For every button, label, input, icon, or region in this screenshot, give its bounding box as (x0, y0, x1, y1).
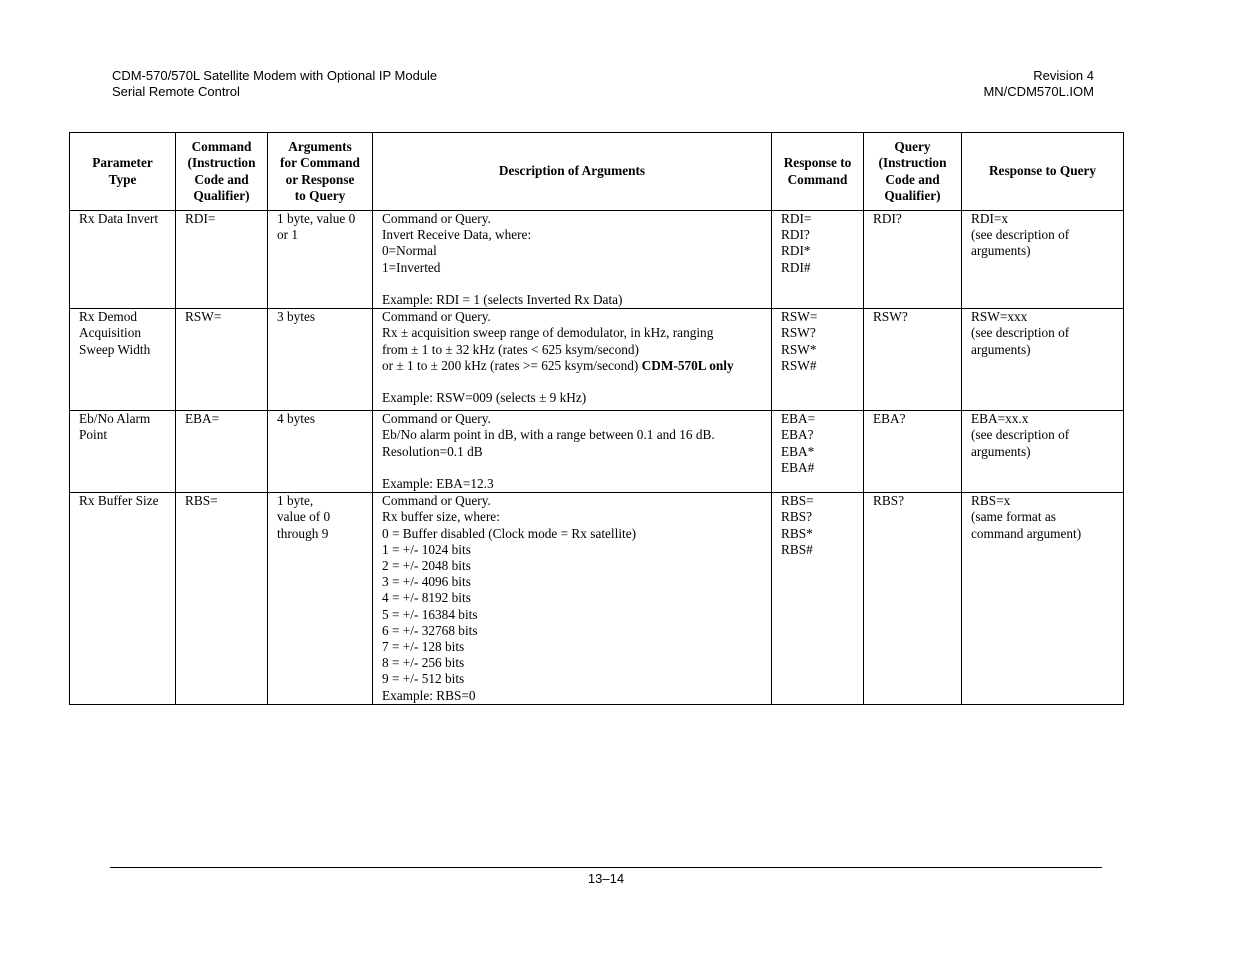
response-to-query-cell: RSW=xxx (see description of arguments) (962, 309, 1124, 411)
arguments-cell: 4 bytes (268, 411, 373, 493)
table-row (70, 211, 1124, 309)
parameter-cell: Rx Buffer Size (70, 493, 176, 705)
response-to-command-cell: RBS= RBS? RBS* RBS# (772, 493, 864, 705)
arguments-cell: 3 bytes (268, 309, 373, 411)
description-cell: Command or Query. Invert Receive Data, where: 0=Normal 1=Inverted Example: RDI = 1 (selects Inverted Rx Data) (373, 211, 772, 309)
parameter-cell: Eb/No Alarm Point (70, 411, 176, 493)
column-header-response-to-query: Response to Query (962, 133, 1124, 211)
response-to-command-cell: RDI= RDI? RDI* RDI# (772, 211, 864, 309)
document-header-right (983, 68, 1094, 100)
command-cell: RDI= (176, 211, 268, 309)
document-number: MN/CDM570L.IOM (983, 84, 1094, 99)
column-header-command: Command (Instruction Code and Qualifier) (176, 133, 268, 211)
command-cell: RSW= (176, 309, 268, 411)
parameter-cell: Rx Demod Acquisition Sweep Width (70, 309, 176, 411)
response-to-command-cell: RSW= RSW? RSW* RSW# (772, 309, 864, 411)
table-header-row (70, 133, 1124, 211)
description-cell: Command or Query. Rx ± acquisition sweep range of demodulator, in kHz, ranging from ± 1 to ± 32 kHz (rates < 625 ksym/second) or ± 1 to ± 200 kHz (rates >= 625 ksym/second) CDM-570L only Example: RSW=009 (selects ± 9 kHz) (373, 309, 772, 411)
table-row (70, 411, 1124, 493)
page-number: 13–14 (587, 871, 625, 886)
description-cell: Command or Query. Eb/No alarm point in dB, with a range between 0.1 and 16 dB. Resolution=0.1 dB Example: EBA=12.3 (373, 411, 772, 493)
section-title: Serial Remote Control (112, 84, 240, 99)
query-cell: EBA? (864, 411, 962, 493)
revision-label: Revision 4 (1033, 68, 1094, 83)
command-cell: RBS= (176, 493, 268, 705)
response-to-query-cell: RDI=x (see description of arguments) (962, 211, 1124, 309)
arguments-cell: 1 byte, value 0 or 1 (268, 211, 373, 309)
query-cell: RDI? (864, 211, 962, 309)
table-row (70, 493, 1124, 705)
footer-divider (110, 867, 1102, 868)
document-header-left (112, 68, 437, 100)
column-header-response-to-command: Response to Command (772, 133, 864, 211)
command-cell: EBA= (176, 411, 268, 493)
arguments-cell: 1 byte, value of 0 through 9 (268, 493, 373, 705)
table-row (70, 309, 1124, 411)
response-to-query-cell: EBA=xx.x (see description of arguments) (962, 411, 1124, 493)
response-to-command-cell: EBA= EBA? EBA* EBA# (772, 411, 864, 493)
column-header-arguments: Arguments for Command or Response to Query (268, 133, 373, 211)
description-cell: Command or Query. Rx buffer size, where: 0 = Buffer disabled (Clock mode = Rx satellite) 1 = +/- 1024 bits 2 = +/- 2048 bits 3 = +/- 4096 bits 4 = +/- 8192 bits 5 = +/- 16384 bits 6 = +/- 32768 bits 7 = +/- 128 bits 8 = +/- 256 bits 9 = +/- 512 bits Example: RBS=0 (373, 493, 772, 705)
model-note: CDM-570L only (641, 357, 734, 373)
query-cell: RSW? (864, 309, 962, 411)
parameter-cell: Rx Data Invert (70, 211, 176, 309)
column-header-description: Description of Arguments (373, 133, 772, 211)
document-title: CDM-570/570L Satellite Modem with Optional IP Module (112, 68, 438, 83)
column-header-parameter-type: Parameter Type (70, 133, 176, 211)
column-header-query: Query (Instruction Code and Qualifier) (864, 133, 962, 211)
response-to-query-cell: RBS=x (same format as command argument) (962, 493, 1124, 705)
query-cell: RBS? (864, 493, 962, 705)
command-table (69, 132, 1124, 705)
